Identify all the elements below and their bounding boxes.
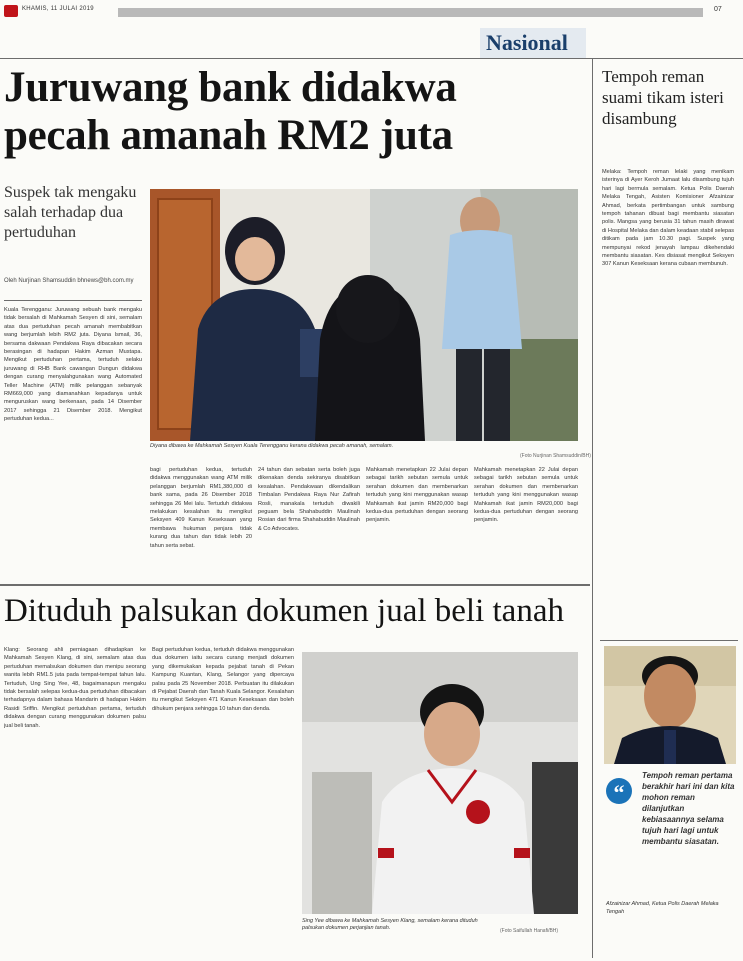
sidebar-body: Melaka: Tempoh reman lelaki yang menikam isterinya di Ayer Keroh Jumaat lalu disambung tujuh hari lagi bermula semalam. Ketua Polis Daerah Melaka Tengah, Asisten Komisioner Afzainizar Ahmad, berkata pertimbangan untuk sambung tempoh tahanan dibuat bagi membantu siasatan polis. Mangsa yang berusia 31 tahun masih dirawat di Hospital Melaka dan dalam keadaan stabil selepas ditikam pada jam 10.30 pagi. Suspek yang mempunyai rekod jenayah lampau dikehendaki membantu siasatan. Kes disiasat mengikut Seksyen 307 Kanun Keseksaan kerana cubaan membunuh. bbox=[602, 169, 734, 268]
top-strip bbox=[118, 8, 703, 17]
main-photo-credit: (Foto Nurjinan Shamsuddin/BH) bbox=[520, 453, 591, 459]
main-story-photo bbox=[150, 189, 578, 441]
byline: Oleh Nurjinan Shamsuddin bhnews@bh.com.my bbox=[4, 278, 134, 284]
second-photo-caption: Sing Yee dibawa ke Mahkamah Sesyen Klang, semalam kerana dituduh palsukan dokumen perjanjian tanah. bbox=[302, 918, 478, 931]
story-divider bbox=[0, 584, 590, 586]
section-label: Nasional bbox=[486, 30, 568, 55]
officer-portrait bbox=[604, 646, 736, 764]
main-column-4: Mahkamah menetapkan 22 Julai depan sebagai tarikh sebutan semula untuk serahan dokumen dan membenarkan tertuduh yang kini menggunakan wasap Mahkamah ikat jamin RM20,000 bagi kedua-dua pertuduhan dengan seorang penjamin. bbox=[366, 467, 468, 524]
main-column-2: bagi pertuduhan kedua, tertuduh didakwa menggunakan wang ATM milik pelanggan berjumlah RM1,380,000 di bank sama, pada 26 Disember 2018 sehingga 26 Mei lalu. Tertuduh didakwa melakukan kesalahan itu mengikut Seksyen 409 Kanun Keseksaan yang membawa hukuman penjara tidak kurang dua tahun dan tidak lebih 20 tahun serta sebat. bbox=[150, 467, 252, 549]
second-column-2: Bagi pertuduhan kedua, tertuduh didakwa menggunakan dua dokumen iaitu secara curang menjadi dokumen yang dikemukakan kepada pejabat tanah di Pekan Kampung Kuantan, Klang, Selangor yang dipercaya palsu pada 25 November 2018. Perbuatan itu dilakukan di Pejabat Daerah dan Tanah Kuala Selangor. Kesalahan itu mengikut Seksyen 471 Kanun Keseksaan dan boleh dihukum penjara sehingga 10 tahun dan denda. bbox=[152, 647, 294, 712]
court-scene-illustration bbox=[150, 189, 578, 441]
main-column-1: Kuala Terengganu: Juruwang sebuah bank mengaku tidak bersalah di Mahkamah Sesyen di sini, semalam atas dua pertuduhan pecah amanah membabitkan wang berjumlah lebih RM2 juta. Diyana Ismail, 36, bersama dakwaan Pendakwa Raya dibacakan secara berasingan di hadapan Hakim Azman Mustapa. Mengikut pertuduhan pertama, tertuduh selaku juruwang di RHB Bank cawangan Dungun didakwa dengan curang menyalahgunakan wang Automated Teller Machine (ATM) milik pelanggan sebanyak RM669,000 yang diamanahkan kepadanya untuk menguruskan wang berkenaan, pada 14 Disember 2017 sehingga 21 Disember 2018. Mengikut pertuduhan kedua... bbox=[4, 307, 142, 423]
second-column-1: Klang: Seorang ahli perniagaan dihadapkan ke Mahkamah Sesyen Klang, di sini, semalam atas dua pertuduhan memalsukan dokumen dan menipu seorang wanita lebih RM1.5 juta pada tempat-tempat tahun lalu. Tertuduh, Ung Sing Yee, 48, bagaimanapun mengaku tidak bersalah selepas kedua-dua pertuduhan dibacakan terhadapnya dalam bahasa Mandarin di hadapan Hakim Rasidi Sriffin. Mengikut pertuduhan pertama, tertuduh didakwa dengan curang menggunakan dokumen palsu jual beli tanah. bbox=[4, 647, 146, 729]
main-column-5: Mahkamah menetapkan 22 Julai depan sebagai tarikh sebutan semula untuk serahan dokumen dan membenarkan tertuduh yang kini menggunakan wasap Mahkamah ikat jamin RM20,000 bagi kedua-dua pertuduhan dengan seorang penjamin. bbox=[474, 467, 578, 524]
officer-portrait-illustration bbox=[604, 646, 736, 764]
sidebar-headline: Tempoh reman suami tikam isteri disambung bbox=[602, 67, 724, 128]
second-story-photo bbox=[302, 652, 578, 914]
quote-attribution: Afzainizar Ahmad, Ketua Polis Daerah Melaka Tengah bbox=[606, 901, 719, 915]
issue-date: KHAMIS, 11 JULAI 2019 bbox=[22, 6, 94, 12]
main-headline-line1: Juruwang bank didakwa bbox=[4, 64, 457, 111]
page-number: 07 bbox=[714, 6, 722, 13]
byline-rule bbox=[4, 300, 142, 301]
accused-man-illustration bbox=[302, 652, 578, 914]
main-subheading: Suspek tak mengaku salah terhadap dua pertuduhan bbox=[4, 184, 137, 241]
sidebar-rule bbox=[600, 640, 738, 641]
newspaper-logo-icon bbox=[4, 5, 18, 17]
header-rule bbox=[0, 58, 743, 59]
second-headline: Dituduh palsukan dokumen jual beli tanah bbox=[4, 593, 564, 629]
pull-quote: Tempoh reman pertama berakhir hari ini dan kita mohon reman dilanjutkan kebiasaannya selama tujuh hari lagi untuk membantu siasatan. bbox=[642, 771, 735, 846]
main-column-3: 24 tahun dan sebatan serta boleh juga dikenakan denda sekiranya disabitkan kesalahan. Pendakwaan dikendalikan Timbalan Pendakwa Raya Nur Zafirah Rosli, manakala tertuduh diwakili peguam bela Shahabuddin Maulinah Rosian dari firma Shahabuddin Maulinah & Co Advocates. bbox=[258, 467, 360, 532]
main-headline-line2: pecah amanah RM2 juta bbox=[4, 112, 453, 159]
main-photo-caption: Diyana dibawa ke Mahkamah Sesyen Kuala Terengganu kerana didakwa pecah amanah, semalam. bbox=[150, 443, 394, 449]
quote-icon: “ bbox=[606, 778, 632, 804]
sidebar-divider bbox=[592, 58, 593, 958]
main-headline bbox=[4, 64, 584, 160]
second-photo-credit: (Foto Saifullah Hanafi/BH) bbox=[500, 928, 559, 934]
